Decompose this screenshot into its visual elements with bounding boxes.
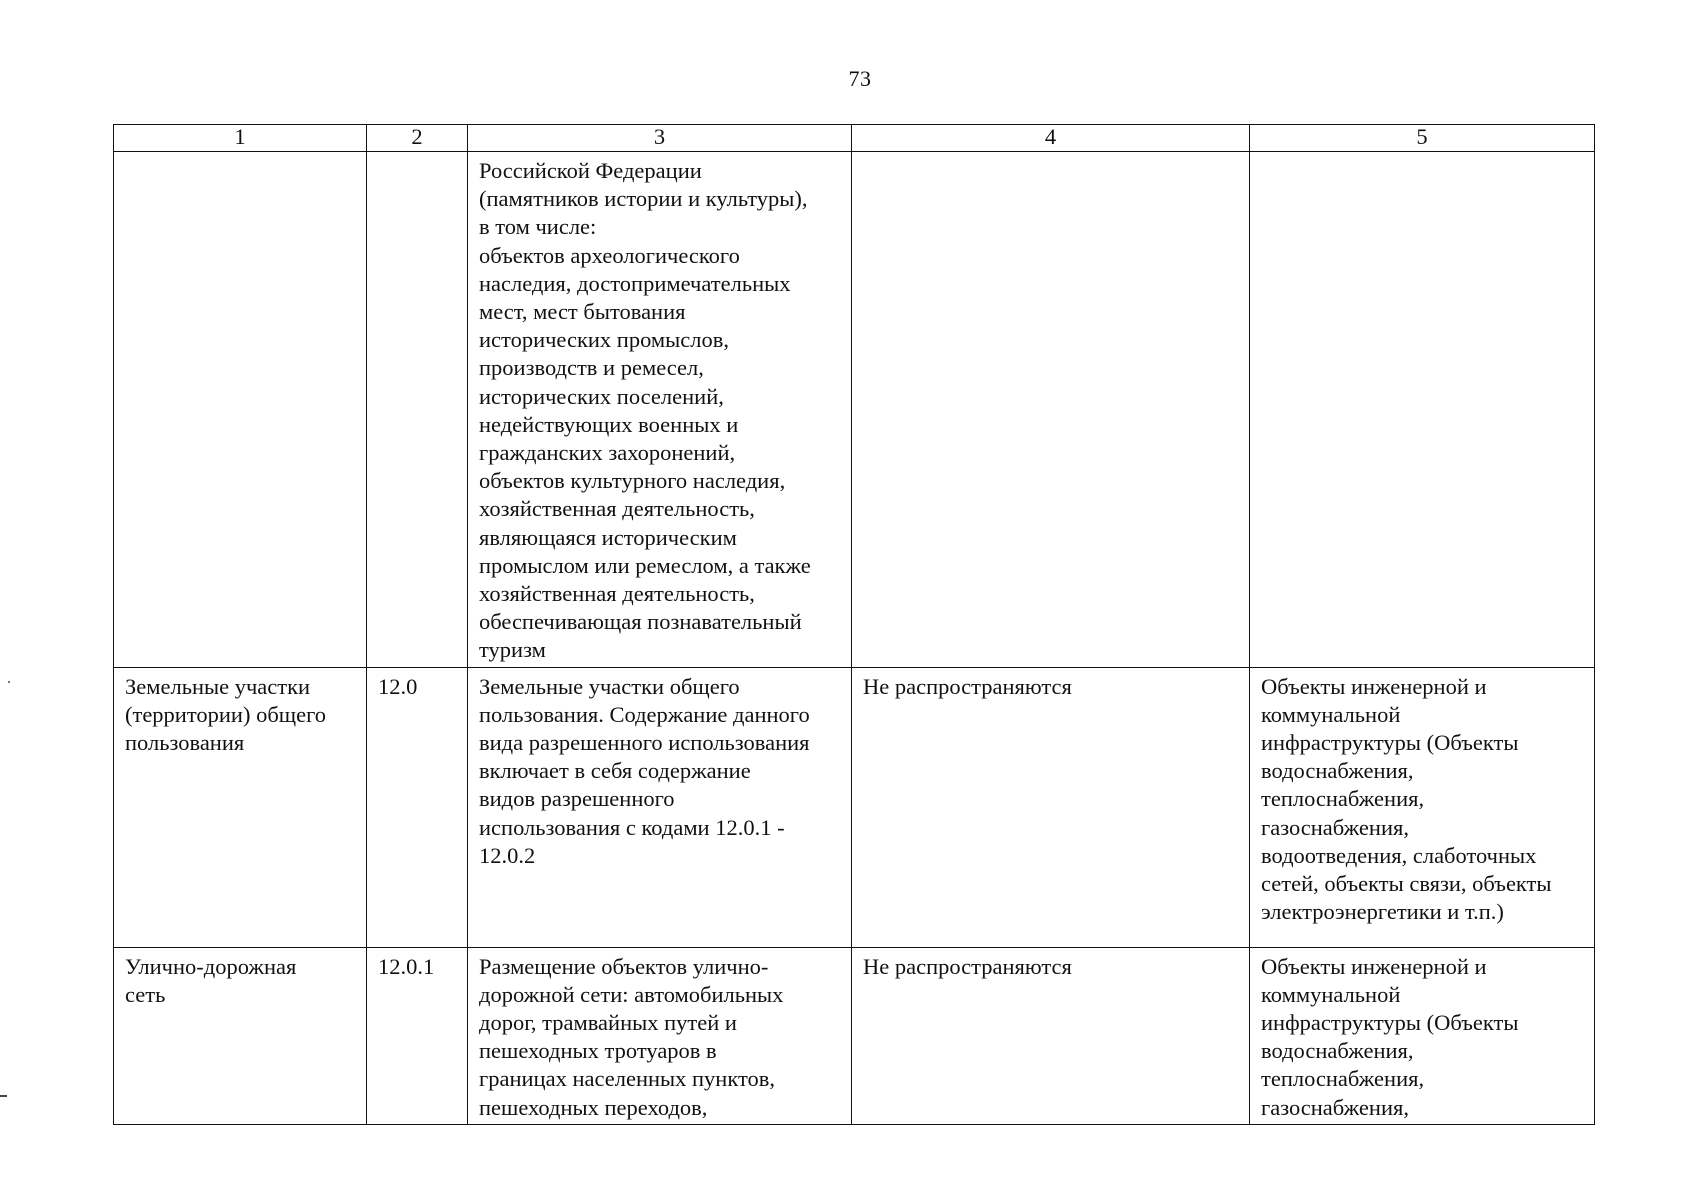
scan-artifact (0, 1095, 7, 1097)
table-cell (852, 667, 1250, 947)
table-cell (114, 152, 367, 668)
page-number: 73 (848, 66, 872, 91)
table-row (114, 667, 1595, 947)
header-col-1: 1 (114, 125, 367, 152)
cell-text: Улично-дорожная сеть (125, 953, 297, 1007)
table-cell (367, 152, 468, 668)
regulations-table (113, 124, 1595, 1125)
table-cell (367, 667, 468, 947)
cell-text: Объекты инженерной и коммунальной инфраструктуры (Объекты водоснабжения, теплоснабжения, газоснабжения, (1261, 953, 1519, 1120)
table-row (114, 152, 1595, 668)
cell-text: Не распространяются (863, 953, 1072, 979)
cell-text: Земельные участки общего пользования. Содержание данного вида разрешенного использования включает в себя содержание видов разрешенного использования с кодами 12.0.1 - 12.0.2 (479, 673, 810, 868)
cell-text: Не распространяются (863, 673, 1072, 699)
table-cell (114, 667, 367, 947)
cell-text: Размещение объектов улично- дорожной сети: автомобильных дорог, трамвайных путей и пешеходных тротуаров в границах населенных пунктов, пешеходных переходов, (479, 953, 784, 1120)
table-cell (114, 947, 367, 1124)
cell-text: 12.0.1 (378, 953, 435, 979)
table-row (114, 947, 1595, 1124)
table-cell (1250, 152, 1595, 668)
table-cell (1250, 947, 1595, 1124)
table-cell (1250, 667, 1595, 947)
header-col-2: 2 (367, 125, 468, 152)
table-cell (367, 947, 468, 1124)
header-col-3: 3 (468, 125, 852, 152)
header-col-4: 4 (852, 125, 1250, 152)
header-row (114, 125, 1595, 152)
header-col-5: 5 (1250, 125, 1595, 152)
cell-text: Российской Федерации (памятников истории и культуры), в том числе: объектов археологического наследия, достопримечательных мест, мест бытования исторических промыслов, производств и ремесел, исторических поселений, недействующих военных и гражданских захоронений, объектов культурного наследия, хозяйственная деятельность, являющаяся историческим промыслом или ремеслом, а также хозяйственная деятельность, обеспечивающая познавательный туризм (479, 158, 811, 663)
table-cell (468, 947, 852, 1124)
table-cell (468, 152, 852, 668)
table-cell (852, 947, 1250, 1124)
table-cell (852, 152, 1250, 668)
cell-text: Объекты инженерной и коммунальной инфраструктуры (Объекты водоснабжения, теплоснабжения, газоснабжения, водоотведения, слаботочных сетей, объекты связи, объекты электроэнергетики и т.п.) (1261, 673, 1552, 925)
cell-text: Земельные участки (территории) общего пользования (125, 673, 327, 756)
table-cell (468, 667, 852, 947)
cell-text: 12.0 (378, 673, 418, 699)
scan-artifact (8, 681, 10, 683)
